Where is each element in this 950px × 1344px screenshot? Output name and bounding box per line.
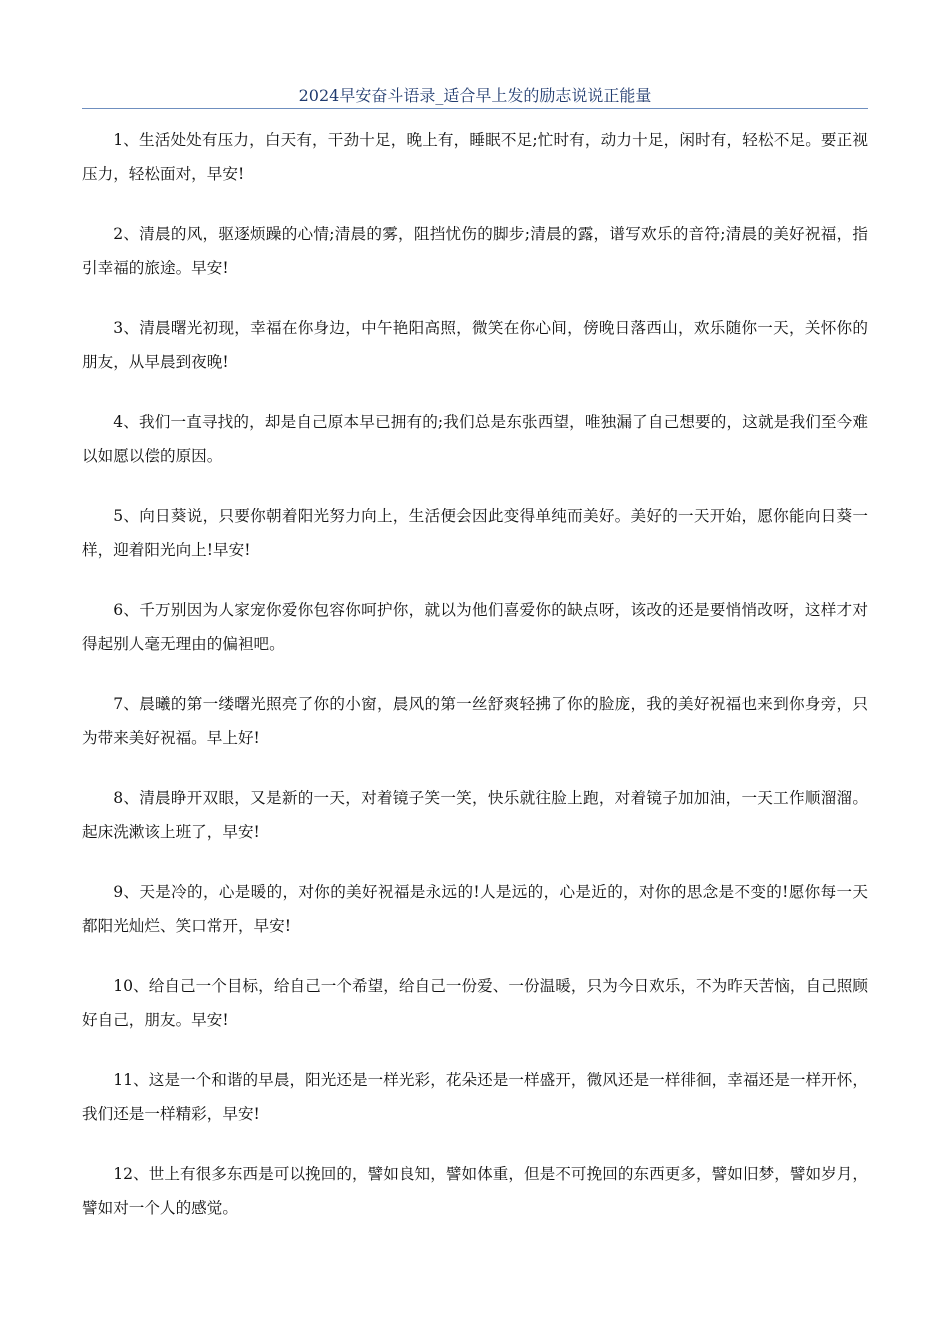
paragraph-12: 12、世上有很多东西是可以挽回的，譬如良知，譬如体重，但是不可挽回的东西更多，譬如旧梦，譬如岁月，譬如对一个人的感觉。 [82,1165,868,1217]
document-body [82,123,868,1251]
paragraph-5: 5、向日葵说，只要你朝着阳光努力向上，生活便会因此变得单纯而美好。美好的一天开始，愿你能向日葵一样，迎着阳光向上!早安! [82,507,868,559]
paragraph-6: 6、千万别因为人家宠你爱你包容你呵护你，就以为他们喜爱你的缺点呀，该改的还是要悄悄改呀，这样才对得起别人毫无理由的偏袒吧。 [82,601,868,653]
paragraph-1: 1、生活处处有压力，白天有，干劲十足，晚上有，睡眠不足;忙时有，动力十足，闲时有，轻松不足。要正视压力，轻松面对，早安! [82,131,868,183]
paragraph-3: 3、清晨曙光初现，幸福在你身边，中午艳阳高照，微笑在你心间，傍晚日落西山，欢乐随你一天，关怀你的朋友，从早晨到夜晚! [82,319,868,371]
title-divider [82,108,868,109]
paragraph-9: 9、天是冷的，心是暖的，对你的美好祝福是永远的!人是远的，心是近的，对你的思念是不变的!愿你每一天都阳光灿烂、笑口常开，早安! [82,883,868,935]
paragraph-7: 7、晨曦的第一缕曙光照亮了你的小窗，晨风的第一丝舒爽轻拂了你的脸庞，我的美好祝福也来到你身旁，只为带来美好祝福。早上好! [82,695,868,747]
paragraph-8: 8、清晨睁开双眼，又是新的一天，对着镜子笑一笑，快乐就往脸上跑，对着镜子加加油，一天工作顺溜溜。起床洗漱该上班了，早安! [82,789,868,841]
page-title: 2024早安奋斗语录_适合早上发的励志说说正能量 [298,86,652,105]
paragraph-2: 2、清晨的风，驱逐烦躁的心情;清晨的雾，阻挡忧伤的脚步;清晨的露，谱写欢乐的音符;清晨的美好祝福，指引幸福的旅途。早安! [82,225,868,277]
paragraph-10: 10、给自己一个目标，给自己一个希望，给自己一份爱、一份温暖，只为今日欢乐，不为昨天苦恼，自己照顾好自己，朋友。早安! [82,977,868,1029]
paragraph-11: 11、这是一个和谐的早晨，阳光还是一样光彩，花朵还是一样盛开，微风还是一样徘徊，幸福还是一样开怀，我们还是一样精彩，早安! [82,1071,868,1123]
paragraph-4: 4、我们一直寻找的，却是自己原本早已拥有的;我们总是东张西望，唯独漏了自己想要的，这就是我们至今难以如愿以偿的原因。 [82,413,868,465]
